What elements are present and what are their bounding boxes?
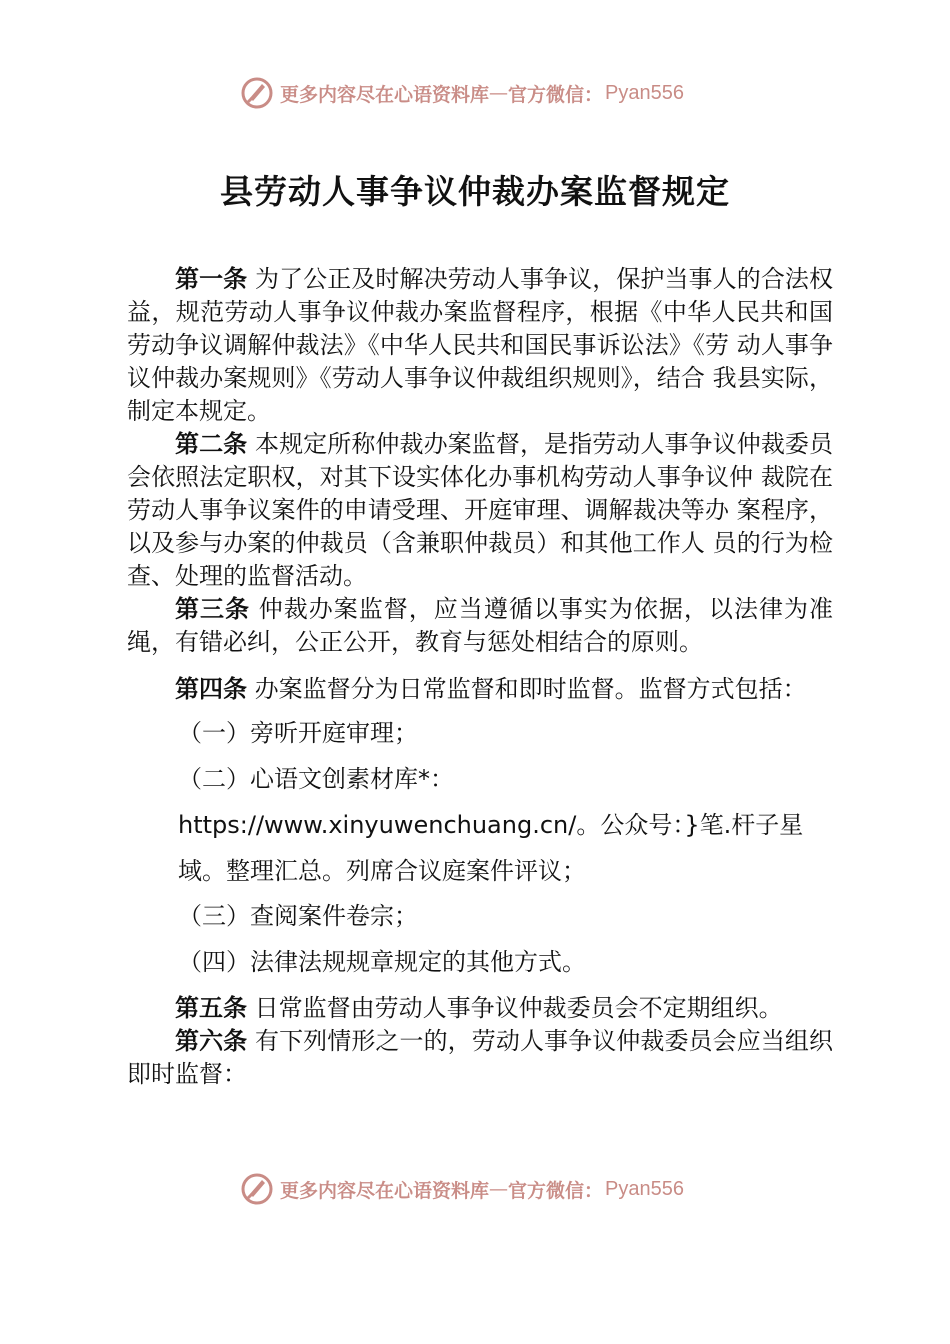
list-item: （四）法律法规规章规定的其他方式。: [178, 948, 586, 976]
brand-logo-icon: [240, 1172, 274, 1206]
footer-watermark: [240, 1172, 684, 1206]
article-text: 为了公正及时解决劳动人事争议，保护当事人的合法权益，规范劳动人事争议仲裁办案监督程序，根据《中华人民共和国劳动争议调解仲裁法》《中华人民共和国民事诉讼法》《劳 动人事争议仲裁办案规则》《劳动人事争议仲裁组织规则》，结合 我县实际，制定本规定。: [127, 265, 833, 425]
watermark-main-text: 更多内容尽在心语资料库: [280, 83, 490, 106]
document-title: 县劳动人事争议仲裁办案监督规定: [220, 172, 730, 211]
watermark-wechat-id: Pyan556: [605, 1177, 684, 1200]
document-body-continued: [127, 992, 833, 1091]
brand-logo-icon: [240, 76, 274, 110]
list-item: （二）心语文创素材库*：https://www.xinyuwenchuang.cn/。公众号：}笔.杆子星域。整理汇总。列席合议庭案件评议；: [178, 765, 804, 885]
list-item: （一）旁听开庭审理；: [178, 719, 418, 747]
article-text: 办案监督分为日常监督和即时监督。监督方式包括：: [247, 675, 807, 703]
header-watermark: [240, 76, 684, 110]
watermark-wechat-label: 官方微信：: [508, 1179, 604, 1202]
article-4: [127, 673, 833, 706]
article-text: 日常监督由劳动人事争议仲裁委员会不定期组织。: [247, 994, 783, 1022]
article-6: [127, 1025, 833, 1091]
article-5: [127, 992, 833, 1025]
watermark-wechat-label: 官方微信：: [508, 83, 604, 106]
article-1: [127, 263, 833, 428]
watermark-separator: —: [489, 1178, 509, 1200]
article-label: 第六条: [175, 1027, 248, 1055]
article-label: 第四条: [175, 675, 247, 703]
article-text: 仲裁办案监督，应当遵循以事实为依据，以法律为准绳，有错必纠，公正公开，教育与惩处相结合的原则。: [127, 595, 833, 656]
article-label: 第五条: [175, 994, 247, 1022]
article-label: 第一条: [175, 265, 248, 293]
article-text: 有下列情形之一的，劳动人事争议仲裁委员会应当组织即时监督：: [127, 1027, 833, 1088]
article-label: 第三条: [175, 595, 251, 623]
watermark-wechat-id: Pyan556: [605, 81, 684, 104]
watermark-separator: —: [489, 82, 509, 104]
list-item: （三）查阅案件卷宗；: [178, 902, 418, 930]
article-label: 第二条: [175, 430, 248, 458]
article-3: [127, 593, 833, 659]
article-2: [127, 428, 833, 593]
article-text: 本规定所称仲裁办案监督，是指劳动人事争议仲裁委员会依照法定职权，对其下设实体化办事机构劳动人事争议仲 裁院在劳动人事争议案件的申请受理、开庭审理、调解裁决等办 案程序，以及参与办案的仲裁员（含兼职仲裁员）和其他工作人 员的行为检查、处理的监督活动。: [127, 430, 833, 590]
document-body: [127, 263, 833, 706]
watermark-main-text: 更多内容尽在心语资料库: [280, 1179, 490, 1202]
